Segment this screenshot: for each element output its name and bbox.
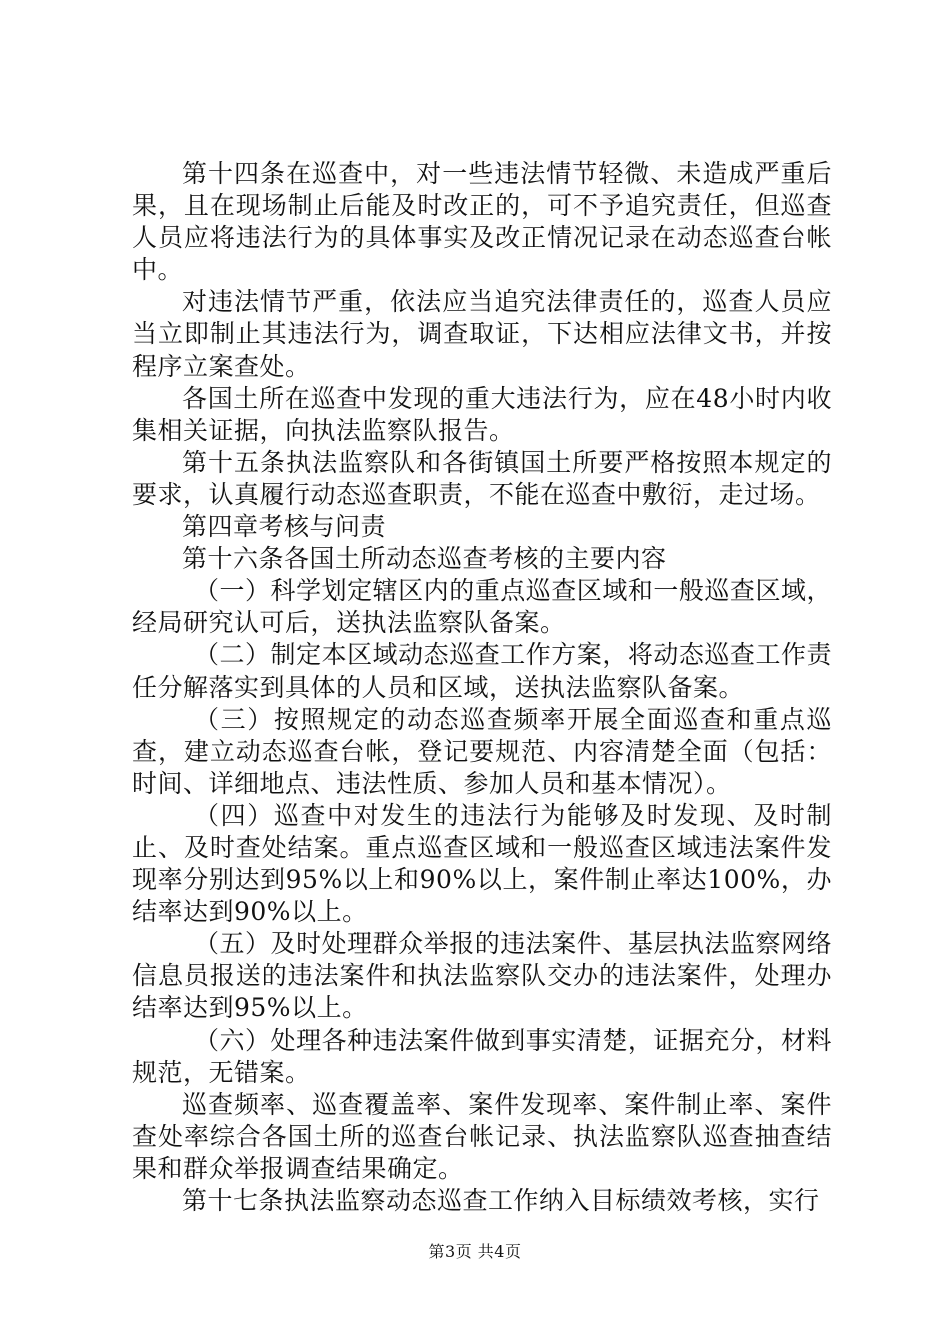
list-item-1: （一）科学划定辖区内的重点巡查区域和一般巡查区域，经局研究认可后，送执法监察队备案。 <box>132 576 832 638</box>
paragraph-major-violations-report: 各国土所在巡查中发现的重大违法行为，应在48小时内收集相关证据，向执法监察队报告。 <box>132 383 832 445</box>
list-item-2: （二）制定本区域动态巡查工作方案，将动态巡查工作责任分解落实到具体的人员和区域，送执法监察队备案。 <box>132 640 832 702</box>
list-item-4: （四）巡查中对发生的违法行为能够及时发现、及时制止、及时查处结案。重点巡查区域和一般巡查区域违法案件发现率分别达到95%以上和90%以上，案件制止率达100%，办结率达到90%以上。 <box>132 800 832 927</box>
list-item-5: （五）及时处理群众举报的违法案件、基层执法监察网络信息员报送的违法案件和执法监察队交办的违法案件，处理办结率达到95%以上。 <box>132 929 832 1023</box>
paragraph-serious-violations: 对违法情节严重，依法应当追究法律责任的，巡查人员应当立即制止其违法行为，调查取证，下达相应法律文书，并按程序立案查处。 <box>132 287 832 381</box>
paragraph-article-14: 第十四条在巡查中，对一些违法情节轻微、未造成严重后果，且在现场制止后能及时改正的，可不予追究责任，但巡查人员应将违法行为的具体事实及改正情况记录在动态巡查台帐中。 <box>132 159 832 285</box>
paragraph-article-17: 第十七条执法监察动态巡查工作纳入目标绩效考核，实行 <box>182 1186 820 1215</box>
list-item-6: （六）处理各种违法案件做到事实清楚，证据充分，材料规范，无错案。 <box>132 1025 832 1087</box>
paragraph-article-15: 第十五条执法监察队和各街镇国土所要严格按照本规定的要求，认真履行动态巡查职责，不能在巡查中敷衍，走过场。 <box>132 447 832 509</box>
document-body <box>132 158 832 1217</box>
paragraph-article-16: 第十六条各国土所动态巡查考核的主要内容 <box>182 544 667 574</box>
chapter-heading: 第四章考核与问责 <box>182 512 387 542</box>
page-footer: 第3页 共4页 <box>428 1242 522 1261</box>
paragraph-rates-determination: 巡查频率、巡查覆盖率、案件发现率、案件制止率、案件查处率综合各国土所的巡查台帐记录、执法监察队巡查抽查结果和群众举报调查结果确定。 <box>132 1089 832 1183</box>
list-item-3: （三）按照规定的动态巡查频率开展全面巡查和重点巡查，建立动态巡查台帐，登记要规范、内容清楚全面（包括：时间、详细地点、违法性质、参加人员和基本情况）。 <box>132 704 832 798</box>
